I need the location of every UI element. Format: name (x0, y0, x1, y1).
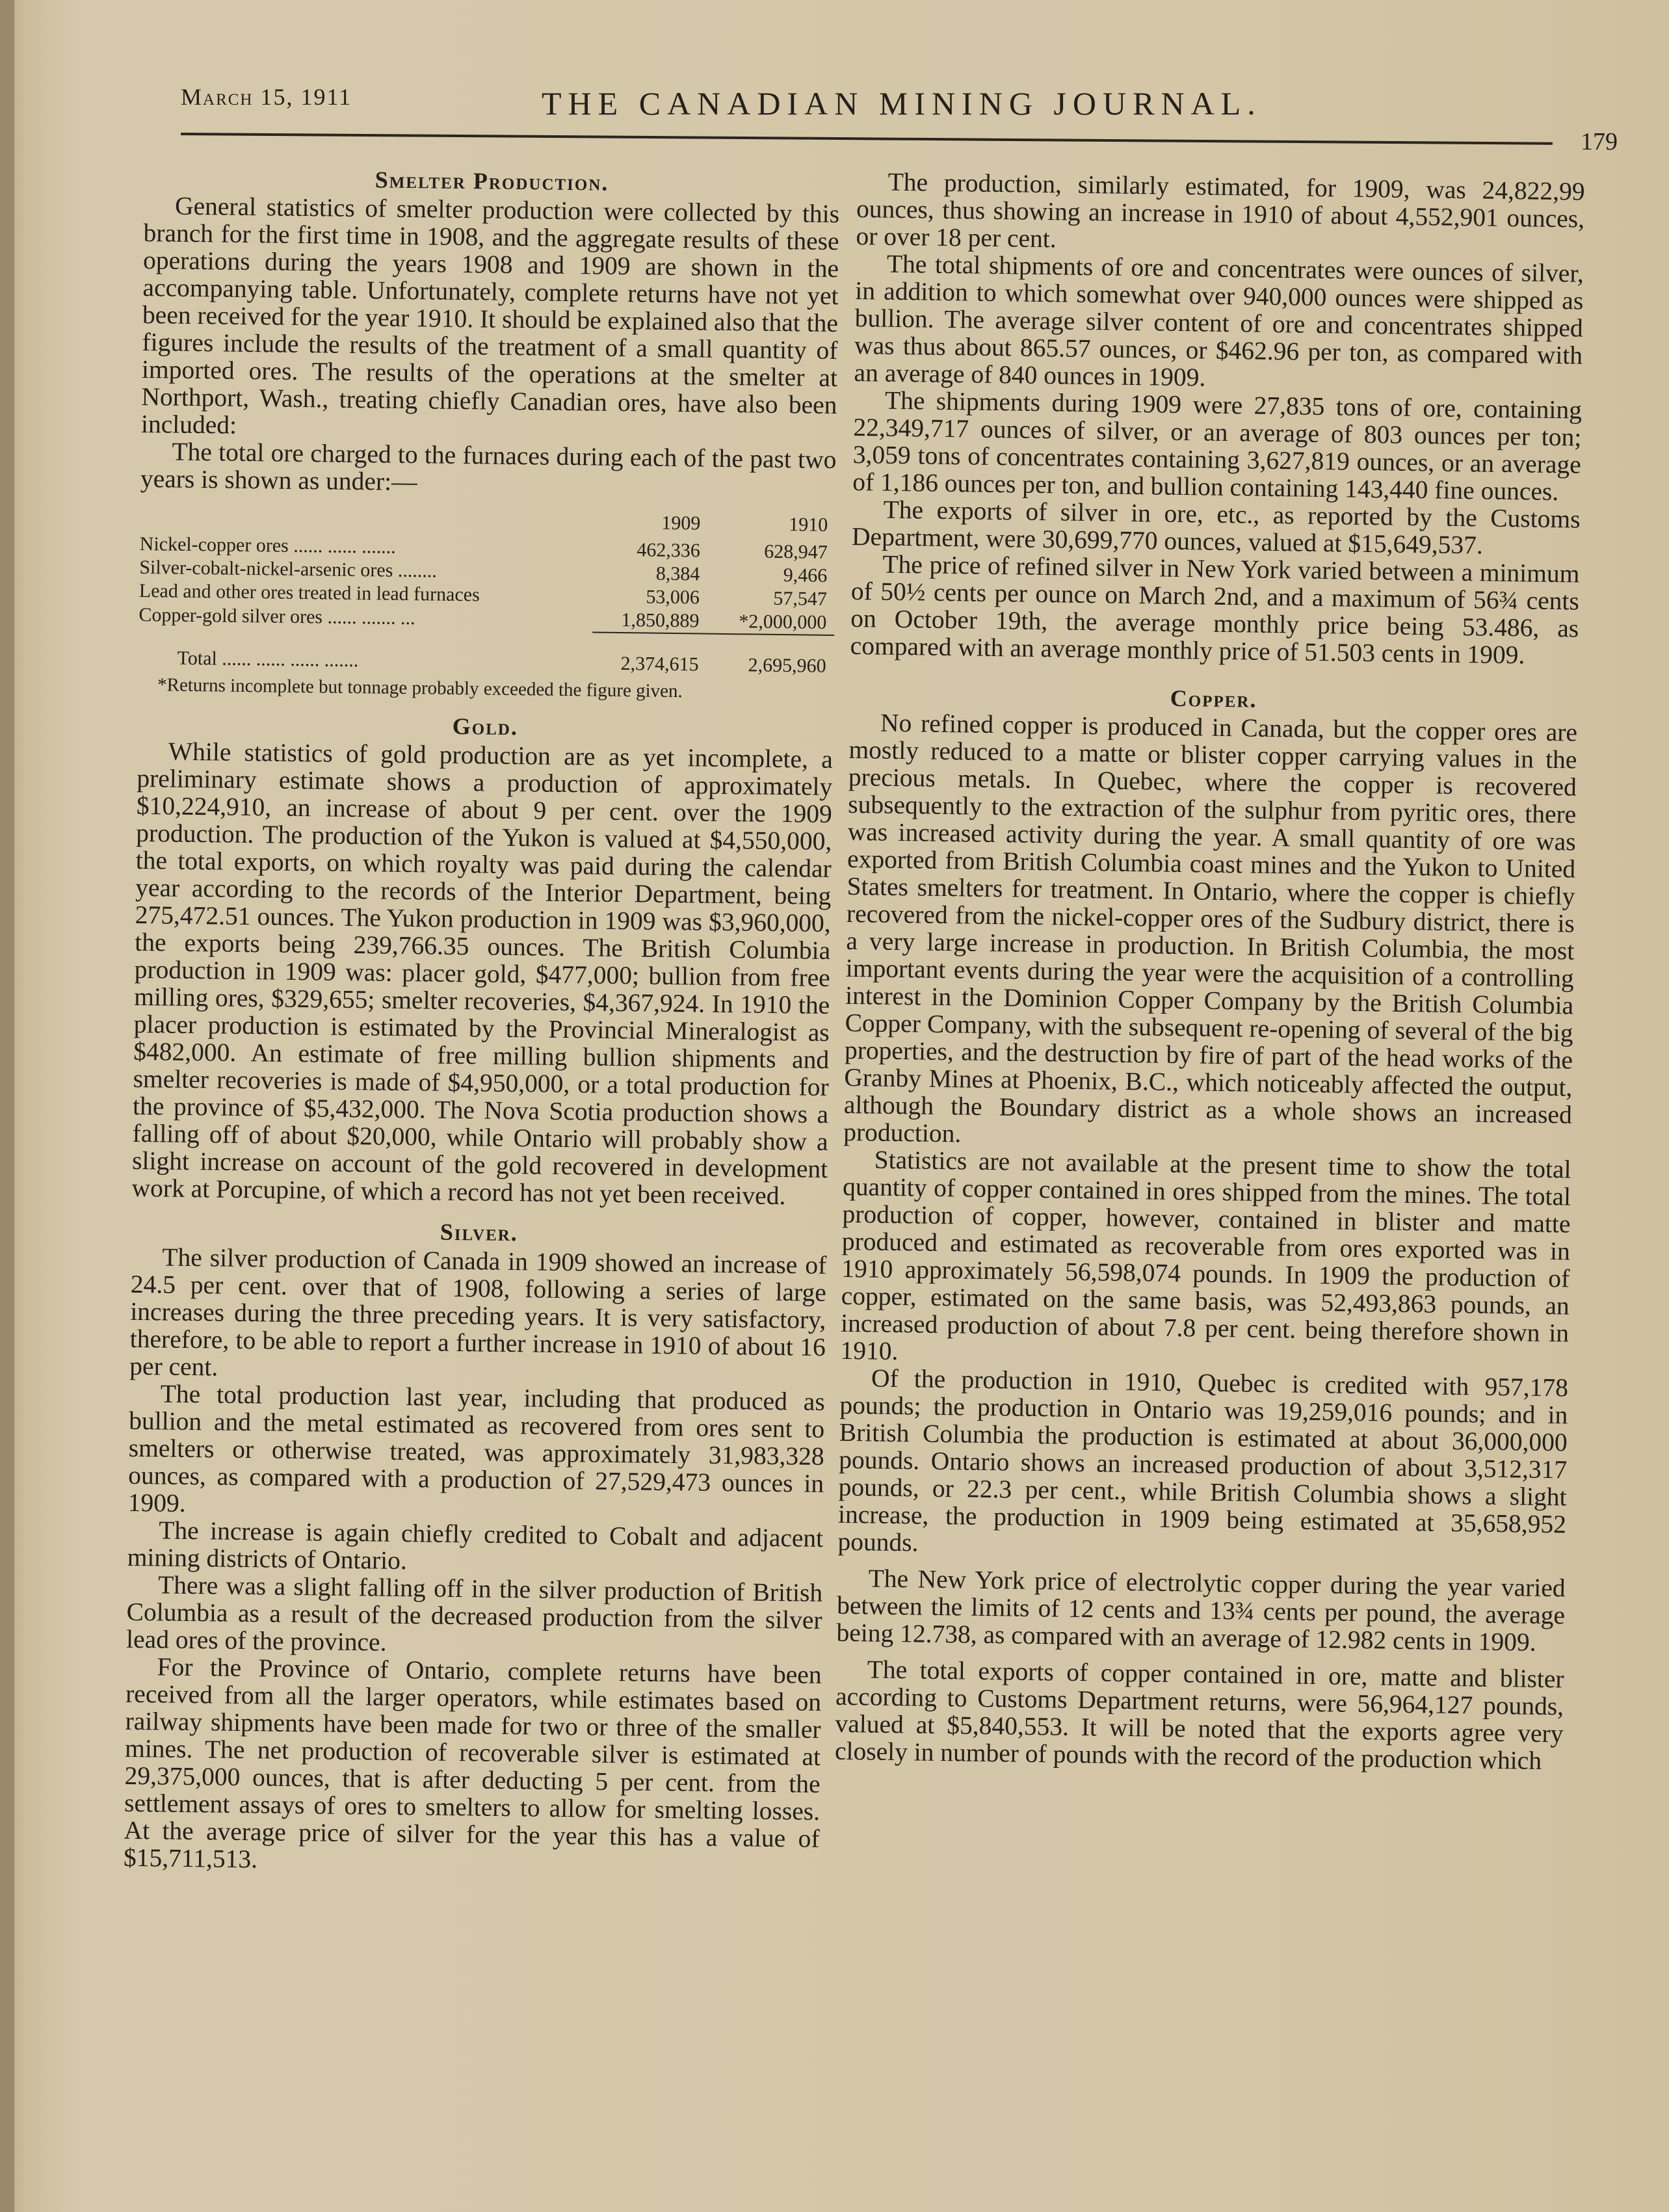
ore-value-1909: 53,006 (646, 586, 700, 609)
gold-paragraph: While statistics of gold production are as yet incomplete, a preliminary estimate shows a production of approximately $10,224,910, an increase of about 9 per cent. over the 1909 production. The production of the Yukon is valued at $4,550,000, the total exports, on which royalty was paid during the calendar year according to the records of the Interior Department, being 275,472.51 ounces. The Yukon production in 1909 was $3,960,000, the exports being 239,766.35 ounces. The British Columbia production in 1909 was: placer gold, $477,000; bullion from free milling ores, $329,655; smelter recoveries, $4,367,924. In 1910 the placer production is estimated by the Provincial Mineralogist as $482,000. An estimate of free milling bullion shipments and smelter recoveries is made of $4,950,000, or a total production for the province of $5,432,000. The Nova Scotia production shows a falling off of about $20,000, while Ontario will probably show a slight increase on account of the gold recovered in development work at Porcupine, of which a record has not yet been received. (131, 737, 834, 1211)
ore-table-total-row (138, 627, 834, 678)
ore-total-1910: 2,695,960 (706, 634, 834, 678)
silver-paragraph-5: For the Province of Ontario, complete returns have been received from all the larger operators, while estimates based on railway shipments have been made for two or three of the smaller mines. The net production of recoverable silver is estimated at 29,375,000 ounces, that is after deducting 5 per cent. from the settlement assays of ores to smelters to allow for smelting losses. At the average price of silver for the year this has a value of $15,711,513. (123, 1652, 822, 1874)
smelter-paragraph-2: The total ore charged to the furnaces during each of the past two years is shown as under:— (140, 437, 837, 497)
silver-cont-paragraph-3: The shipments during 1909 were 27,835 tons of ore, containing 22,349,717 ounces of silver, or an average of 803 ounces per ton; 3,059 tons of concentrates containing 3,627,819 ounces, or an average of 1,186 ounces per ton, and bullion containing 143,440 fine ounces. (852, 386, 1583, 507)
ore-type: Silver-cobalt-nickel-arsenic ores ........ (139, 556, 438, 582)
silver-cont-paragraph-4: The exports of silver in ore, etc., as reported by the Customs Department, were 30,699,770 ounces, valued at $15,649,537. (851, 495, 1581, 560)
ore-value-1910: 628,947 (764, 540, 828, 563)
ore-total-label: Total ...... ...... ...... ....... (177, 647, 359, 672)
silver-cont-paragraph-5: The price of refined silver in New York varied between a minimum of 50½ cents per ounce on March 2nd, and a maximum of 56¾ cents on October 19th, the average monthly price being 53.486, as compared with an average monthly price of 51.503 cents in 1909. (850, 549, 1580, 670)
ore-table-col-1910: 1910 (789, 514, 828, 536)
silver-paragraph-2: The total production last year, including that produced as bullion and the metal estimated as recovered from ores sent to smelters or otherwise treated, was approximately 31,983,328 ounces, as compared with a production of 27,529,473 ounces in 1909. (127, 1379, 826, 1518)
page-number: 179 (1581, 128, 1618, 155)
ore-value-1910: 9,466 (783, 564, 828, 586)
ore-value-1910: *2,000,000 (739, 611, 827, 633)
ore-value-1909: 462,336 (637, 539, 701, 562)
ore-value-1909: 8,384 (655, 562, 700, 585)
ore-charged-table (138, 505, 835, 678)
issue-date: March 15, 1911 (181, 84, 352, 110)
silver-paragraph-3: The increase is again chiefly credited to Cobalt and adjacent mining districts of Ontario. (127, 1516, 824, 1575)
ore-type: Lead and other ores treated in lead furnaces (138, 579, 480, 606)
silver-cont-paragraph-1: The production, similarly estimated, for 1909, was 24,822,99 ounces, thus showing an increase in 1910 of about 4,552,901 ounces, or over 18 per cent. (856, 167, 1585, 254)
ore-table-footnote: *Returns incomplete but tonnage probably exceeded the figure given. (157, 674, 683, 702)
copper-paragraph-1: No refined copper is produced in Canada, but the copper ores are mostly reduced to a matte or blister copper carrying values in the precious metals. In Quebec, where the copper is recovered subsequently to the extraction of the sulphur from pyritic ores, there was increased activity during the year. A small quantity of ore was exported from British Columbia coast mines and the Yukon to United States smelters for treatment. In Ontario, where the copper is chiefly recovered from the nickel-copper ores of the Sudbury district, there is a very large increase in production. In British Columbia, the most important events during the year were the acquisition of a controlling interest in the Dominion Copper Company by the British Columbia Copper Company, with the subsequent re-opening of several of the big properties, and the destruction by fire of part of the head works of the Granby Mines at Phoenix, B.C., which noticeably affected the output, although the Boundary district as a whole shows an increased production. (843, 708, 1578, 1148)
copper-paragraph-2: Statistics are not available at the present time to show the total quantity of copper contained in ores shipped from the mines. The total production of copper, however, contained in blister and matte produced and estimated as recoverable from ores exported was in 1910 approximately 56,598,074 pounds. In 1909 the production of copper, estimated on the same basis, was 52,493,863 pounds, an increased production of about 7.8 per cent. being therefore shown in 1910. (840, 1145, 1571, 1366)
silver-heading: Silver. (440, 1218, 519, 1246)
page-header (181, 83, 1618, 155)
copper-paragraph-5: The total exports of copper contained in ore, matte and blister according to Customs Department returns, were 56,964,127 pounds, valued at $5,840,553. It will be noted that the exports agree very closely in number of pounds with the record of the production which (834, 1655, 1564, 1775)
ore-type: Nickel-copper ores ...... ...... ....... (139, 533, 397, 558)
copper-paragraph-4: The New York price of electrolytic copper during the year varied between the limits of 12 cents and 13¾ cents per pound, the average being 12.738, as compared with an average of 12.982 cents in 1909. (836, 1564, 1566, 1657)
ore-total-1909: 2,374,615 (592, 632, 707, 676)
copper-paragraph-3: Of the production in 1910, Quebec is credited with 957,178 pounds; the production in Ontario was 19,259,016 pounds; and in British Columbia the production is estimated at about 36,000,000 pounds. Ontario shows an increased production of about 3,512,317 pounds, or 22.3 per cent., while British Columbia shows a slight increase, the production in 1909 being estimated at 35,658,952 pounds. (837, 1363, 1569, 1557)
ore-table-col-1909: 1909 (661, 512, 701, 534)
silver-paragraph-1: The silver production of Canada in 1909 showed an increase of 24.5 per cent. over that of 1908, following a series of large increases during the three preceding years. It is very satisfactory, therefore, to be able to report a further increase in 1910 of about 16 per cent. (129, 1243, 827, 1382)
smelter-paragraph-1: General statistics of smelter production were collected by this branch for the first time in 1908, and the aggregate results of these operations during the years 1908 and 1909 are shown in the accompanying table. Unfortunately, complete returns have not yet been received for the year 1910. It should be explained also that the figures include the results of the treatment of a small quantity of imported ores. The results of the operations at the smelter at Northport, Wash., treating chiefly Canadian ores, have also been included: (140, 191, 840, 440)
right-column (835, 168, 1585, 1774)
copper-heading: Copper. (1170, 685, 1257, 713)
ore-type: Copper-gold silver ores ...... ....... ... (138, 603, 415, 629)
silver-cont-paragraph-2: The total shipments of ore and concentrates were ounces of silver, in addition to which somewhat over 940,000 ounces were shipped as bullion. The average silver content of ore and concentrates shipped was thus about 865.57 ounces, or $462.96 per ton, as compared with an average of 840 ounces in 1909. (854, 249, 1584, 392)
silver-paragraph-4: There was a slight falling off in the silver production of British Columbia as a result of the decreased production from the silver lead ores of the province. (125, 1570, 823, 1657)
gold-heading: Gold. (452, 713, 519, 741)
smelter-heading: Smelter Production. (375, 166, 609, 196)
page-binding-edge (0, 0, 14, 2212)
journal-title: THE CANADIAN MINING JOURNAL. (542, 85, 1262, 122)
left-column (124, 159, 840, 1880)
ore-value-1909: 1,850,889 (621, 609, 700, 632)
ore-value-1910: 57,547 (773, 587, 828, 610)
